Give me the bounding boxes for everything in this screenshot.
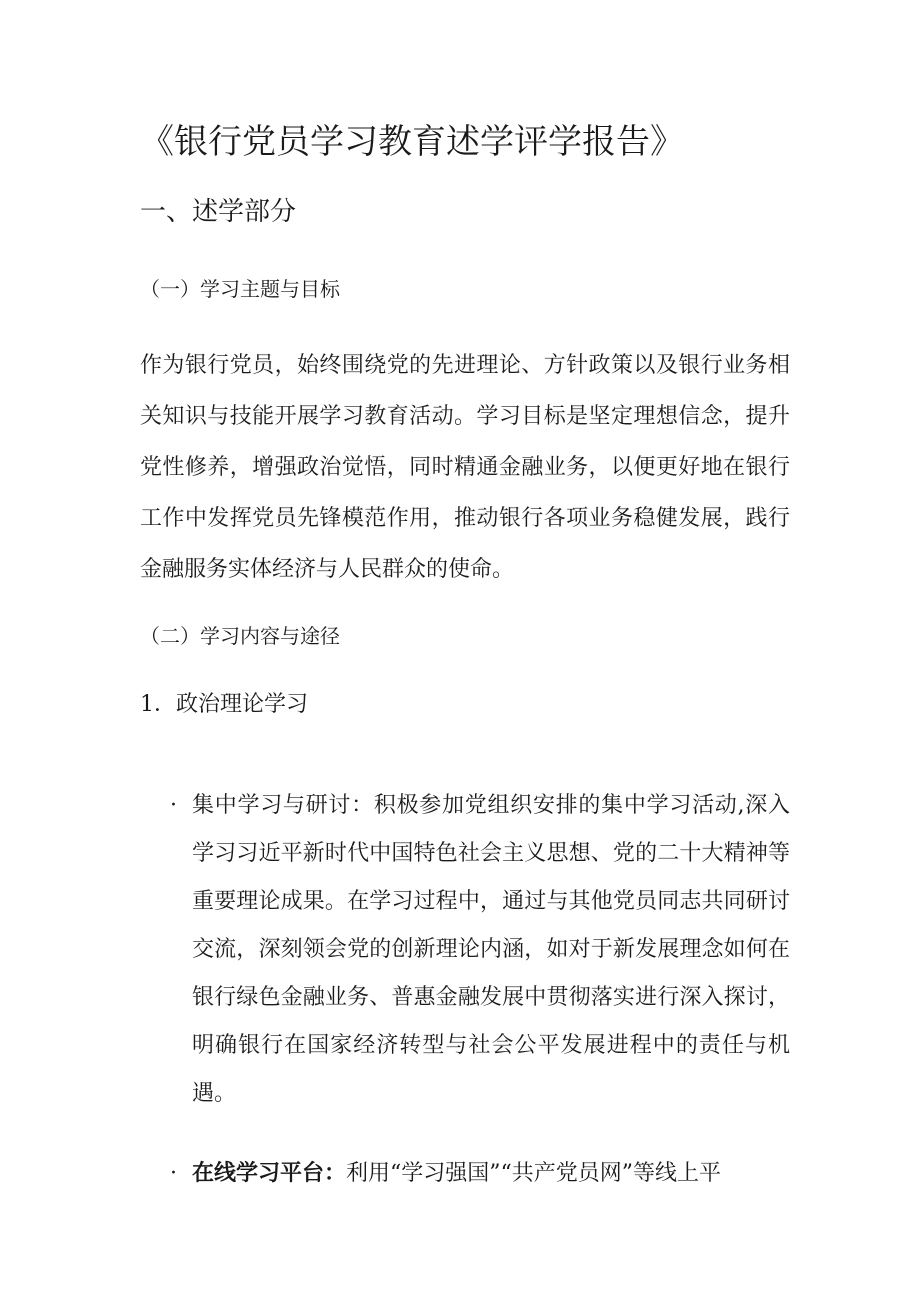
bullet-body: 利用“学习强国”“共产党员网”等线上平: [346, 1161, 722, 1186]
bullet-dot-icon: ·: [170, 793, 177, 818]
bullet-dot-icon: ·: [170, 1161, 177, 1186]
bullet-text: [170, 782, 790, 1118]
bullet-body: 积极参加党组织安排的集中学习活动,深入学习习近平新时代中国特色社会主义思想、党的二十大精神等重要理论成果。在学习过程中，通过与其他党员同志共同研讨交流，深刻领会党的创新理论内涵，如对于新发展理念如何在银行绿色金融业务、普惠金融发展中贯彻落实进行深入探讨，明确银行在国家经济转型与社会公平发展进程中的责任与机遇。: [192, 793, 790, 1106]
paragraph-study-goals: 作为银行党员，始终围绕党的先进理论、方针政策以及银行业务相关知识与技能开展学习教育活动。学习目标是坚定理想信念，提升党性修养，增强政治觉悟，同时精通金融业务，以便更好地在银行工作中发挥党员先锋模范作用，推动银行各项业务稳健发展，践行金融服务实体经济与人民群众的使命。: [140, 353, 790, 582]
sub-heading-2: （二）学习内容与途径: [140, 624, 340, 648]
bullet-item: [170, 782, 790, 1118]
section-heading-1: 一、述学部分: [140, 197, 297, 227]
document-title: 《银行党员学习教育述学评学报告》: [140, 122, 684, 162]
bullet-item: [170, 1150, 790, 1198]
sub-heading-1: （一）学习主题与目标: [140, 277, 340, 301]
bullet-text: [170, 1150, 790, 1198]
item-political-theory: 1．政治理论学习: [140, 692, 308, 717]
bullet-lead: 集中学习与研讨：: [192, 793, 374, 818]
bullet-lead: 在线学习平台：: [192, 1161, 347, 1186]
